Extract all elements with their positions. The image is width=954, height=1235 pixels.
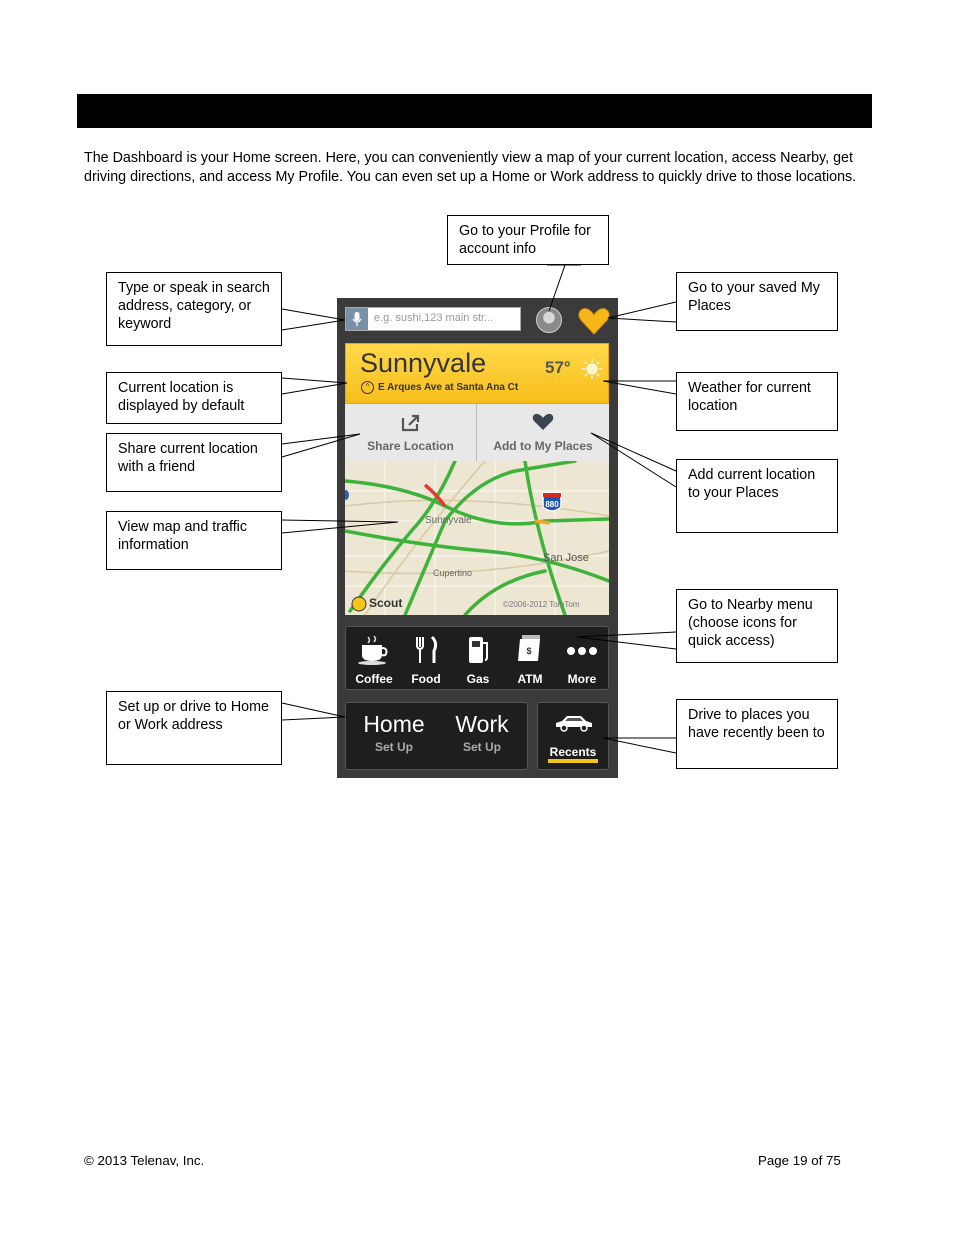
footer-page-number: Page 19 of 75 [758,1153,841,1168]
atm-icon [504,633,556,665]
add-to-my-places-button[interactable]: Add to My Places [477,404,609,461]
sun-icon [582,359,602,379]
nearby-gas[interactable]: Gas [452,627,504,689]
callout-weather: Weather for current location [676,372,838,431]
search-input[interactable] [345,307,521,331]
recents-button[interactable]: Recents [537,702,609,770]
scout-logo-icon [352,597,366,611]
work-button[interactable]: Work Set Up [455,711,509,754]
callout-my-places: Go to your saved My Places [676,272,838,331]
callout-current-location: Current location is displayed by default [106,372,282,424]
map-copyright: ©2006-2012 TomTom [503,600,580,609]
more-icon [556,633,608,665]
chevron-up-icon: ^ [361,381,374,394]
heart-icon[interactable] [578,307,610,335]
section-header-bar [77,94,872,128]
share-icon [401,414,421,432]
home-work-bar [345,702,528,770]
callout-map: View map and traffic information [106,511,282,570]
map-city2-label: San Jose [543,552,589,564]
nearby-menu [345,626,609,690]
map-city3-label: Cupertino [433,568,473,578]
current-location-card[interactable] [345,343,609,404]
phone-screen [337,298,618,778]
nearby-more[interactable]: More [556,627,608,689]
home-button[interactable]: Home Set Up [363,711,425,754]
heart-icon [532,413,554,431]
profile-icon[interactable] [536,307,562,333]
action-row [345,404,609,461]
nearby-atm[interactable]: $ ATM [504,627,556,689]
interstate-shield-icon [543,493,561,511]
callout-share: Share current location with a friend [106,433,282,492]
interstate-shield-number: 880 [545,500,559,509]
microphone-icon[interactable] [346,308,368,330]
nearby-food[interactable]: Food [400,627,452,689]
callout-recents: Drive to places you have recently been to [676,699,838,769]
callout-nearby: Go to Nearby menu (choose icons for quick access) [676,589,838,663]
food-icon [400,633,452,665]
temperature: 57° [545,358,571,377]
nearby-coffee[interactable]: Coffee [348,627,400,689]
gas-icon [452,633,504,665]
svg-text:$: $ [526,646,532,656]
map-roads [345,461,609,615]
footer-copyright: © 2013 Telenav, Inc. [84,1153,205,1168]
callout-search: Type or speak in search address, category, or keyword [106,272,282,346]
street-name: E Arques Ave at Santa Ana Ct [378,382,519,393]
callout-add-places: Add current location to your Places [676,459,838,533]
map-brand: Scout [369,596,403,610]
recents-active-indicator [548,759,598,763]
car-icon [554,713,594,733]
map-view[interactable] [345,461,609,615]
callout-home-work: Set up or drive to Home or Work address [106,691,282,765]
search-placeholder: e.g. sushi,123 main str... [374,312,494,324]
share-location-button[interactable]: Share Location [345,404,477,461]
intro-paragraph: The Dashboard is your Home screen. Here, you can conveniently view a map of your current location, access Nearby, get driving directions, and access My Profile. You can even set up a Home or Work address to quickly drive to those locations. [84,150,857,185]
callout-profile: Go to your Profile for account info [447,215,609,265]
city-name: Sunnyvale [360,348,487,378]
map-city-label: Sunnyvale [425,515,472,526]
coffee-icon [348,633,400,665]
